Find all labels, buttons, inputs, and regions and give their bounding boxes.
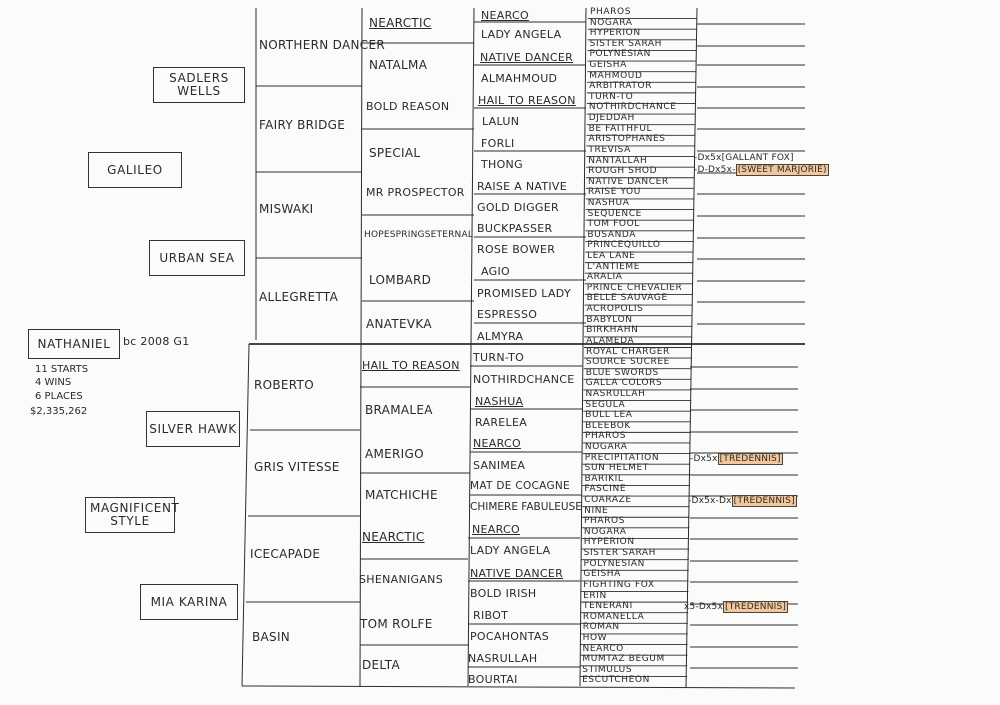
gen5-name: HAIL TO REASON bbox=[478, 94, 576, 107]
gen6-name: PRECIPITATION bbox=[584, 452, 660, 463]
gen6-name: POLYNESIAN bbox=[583, 558, 646, 569]
gen6-name: ARISTOPHANES bbox=[588, 134, 666, 145]
gen6-name: MUMTAZ BEGUM bbox=[582, 654, 665, 665]
inbreeding-note: x5-Dx5x [TREDENNIS] bbox=[684, 602, 787, 612]
gen3-name: ALLEGRETTA bbox=[259, 290, 339, 304]
gen6-name: SEQUENCE bbox=[587, 208, 642, 219]
gen6-name: MAHMOUD bbox=[589, 70, 643, 81]
gen5-name: BOLD IRISH bbox=[470, 587, 537, 600]
gen6-name: HOW bbox=[582, 632, 608, 643]
gen6-name: POLYNESIAN bbox=[589, 49, 652, 60]
gen5-name: ALMYRA bbox=[477, 330, 524, 343]
gen6-name: TURN-TO bbox=[589, 91, 634, 102]
gen6-name: NOGARA bbox=[583, 526, 627, 537]
gen6-name: SISTER SARAH bbox=[583, 548, 657, 559]
gen5-name: ALMAHMOUD bbox=[481, 72, 558, 85]
gen6-name: RAISE YOU bbox=[587, 187, 641, 198]
note-highlight: (SWEET MARJORIE) bbox=[737, 165, 827, 175]
gen5-name: AGIO bbox=[481, 265, 510, 278]
gen2-name: SILVER HAWK bbox=[149, 421, 237, 436]
gen6-name: PHAROS bbox=[584, 516, 626, 527]
gen6-name: BABYLON bbox=[586, 314, 633, 325]
gen6-name: GALLA COLORS bbox=[585, 378, 663, 389]
gen5-name: PROMISED LADY bbox=[477, 287, 571, 300]
gen3-name: BASIN bbox=[252, 630, 291, 644]
gen6-name: BUSANDA bbox=[587, 229, 637, 240]
gen3-name: ROBERTO bbox=[254, 378, 314, 392]
gen4-name: BRAMALEA bbox=[365, 403, 433, 417]
gen3-name: FAIRY BRIDGE bbox=[259, 118, 346, 132]
note-highlight: [TREDENNIS] bbox=[719, 454, 781, 464]
gen5-name: MAT DE COCAGNE bbox=[470, 480, 570, 492]
horse-name-box bbox=[28, 329, 120, 359]
gen6-name: TOM FOOL bbox=[587, 219, 640, 230]
note-highlight: [TREDENNIS] bbox=[733, 496, 795, 506]
inbreeding-note: -Dx5x-Dx [TREDENNIS] bbox=[688, 496, 795, 506]
gen6-name: BE FAITHFUL bbox=[588, 123, 653, 134]
gen4-name: NEARCTIC bbox=[369, 16, 432, 30]
note-highlight: [GALLANT FOX] bbox=[721, 153, 794, 163]
gen6-name: DJEDDAH bbox=[588, 113, 635, 124]
gen4-name: AMERIGO bbox=[365, 447, 424, 461]
gen2-box bbox=[140, 584, 238, 620]
note-highlight: [TREDENNIS] bbox=[725, 602, 787, 612]
inbreeding-note: -Dx5x [TREDENNIS] bbox=[690, 454, 781, 464]
gen6-name: ESCUTCHEON bbox=[582, 675, 650, 686]
gen5-name: TURN-TO bbox=[473, 351, 525, 364]
gen6-name: BLEEBOK bbox=[585, 420, 631, 431]
gen6-name: ROUGH SHOD bbox=[588, 166, 658, 177]
gen5-name: NASRULLAH bbox=[468, 652, 538, 665]
horse-birth: bc 2008 G1 bbox=[123, 335, 190, 348]
gen5-name: NOTHIRDCHANCE bbox=[473, 373, 575, 386]
gen6-name: SOURCE SUCREE bbox=[585, 357, 670, 368]
gen6-name: ERIN bbox=[583, 590, 607, 601]
gen2-name: SADLERS WELLS bbox=[169, 71, 229, 98]
sire-box bbox=[88, 152, 182, 188]
gen2-name: MIA KARINA bbox=[150, 594, 228, 609]
gen5-name: SANIMEA bbox=[473, 459, 526, 472]
gen6-name: NATIVE DANCER bbox=[588, 176, 669, 187]
gen6-name: PHAROS bbox=[585, 431, 627, 442]
sire-name: GALILEO bbox=[107, 162, 163, 177]
gen5-name: RARELEA bbox=[475, 416, 528, 429]
gen2-box bbox=[153, 67, 245, 103]
horse-wins: 4 WINS bbox=[35, 377, 72, 388]
gen5-name: NASHUA bbox=[475, 395, 524, 408]
gen4-name: MATCHICHE bbox=[365, 488, 438, 502]
gen6-name: GEISHA bbox=[583, 569, 621, 580]
gen6-name: ARALIA bbox=[586, 272, 623, 283]
gen5-name: ESPRESSO bbox=[477, 308, 538, 321]
gen6-name: NOGARA bbox=[584, 441, 628, 452]
gen4-name: LOMBARD bbox=[369, 273, 432, 287]
gen5-name: LADY ANGELA bbox=[481, 28, 562, 41]
gen5-name: LALUN bbox=[482, 115, 520, 128]
gen3-name: NORTHERN DANCER bbox=[259, 38, 385, 52]
gen5-name: FORLI bbox=[481, 137, 515, 150]
gen6-name: NASHUA bbox=[587, 197, 630, 208]
gen6-name: PRINCE CHEVALIER bbox=[586, 282, 683, 293]
gen6-name: ROYAL CHARGER bbox=[586, 346, 670, 357]
gen6-name: BELLE SAUVAGE bbox=[586, 293, 668, 304]
gen6-name: HYPERION bbox=[589, 28, 641, 39]
gen6-name: LEA LANE bbox=[587, 251, 636, 262]
gen6-name: BULL LEA bbox=[585, 410, 633, 421]
gen6-name: NOGARA bbox=[589, 17, 633, 28]
gen4-name: NEARCTIC bbox=[362, 530, 425, 544]
gen6-name: ARBITRATOR bbox=[589, 81, 653, 92]
gen5-name: NEARCO bbox=[472, 523, 520, 536]
gen5-name: ROSE BOWER bbox=[477, 243, 556, 256]
gen3-name: GRIS VITESSE bbox=[254, 460, 340, 474]
gen4-name: BOLD REASON bbox=[366, 100, 450, 113]
gen6-name: PHAROS bbox=[590, 7, 632, 17]
gen5-name: RAISE A NATIVE bbox=[477, 180, 567, 193]
gen6-name: HYPERION bbox=[583, 537, 635, 548]
gen3-name: ICECAPADE bbox=[250, 547, 321, 561]
gen6-name: PRINCEQUILLO bbox=[587, 240, 661, 251]
gen5-name: POCAHONTAS bbox=[470, 630, 550, 643]
gen6-name: ROMANELLA bbox=[582, 611, 645, 622]
dam-box bbox=[85, 497, 180, 533]
gen4-name: SHENANIGANS bbox=[359, 573, 443, 586]
gen4-name: HAIL TO REASON bbox=[362, 359, 460, 372]
gen6-name: TENERANI bbox=[583, 601, 633, 612]
gen6-name: FASCINE bbox=[584, 484, 627, 495]
gen5-name: NATIVE DANCER bbox=[470, 567, 564, 580]
gen6-name: ACROPOLIS bbox=[586, 304, 644, 315]
gen5-name: NATIVE DANCER bbox=[480, 51, 574, 64]
gen4-name: TOM ROLFE bbox=[360, 617, 433, 631]
gen2-box bbox=[146, 411, 240, 447]
gen6-name: SUN HELMET bbox=[584, 463, 649, 474]
gen5-name: NEARCO bbox=[473, 437, 521, 450]
gen6-name: ALAMEDA bbox=[586, 335, 635, 346]
horse-places: 6 PLACES bbox=[35, 391, 83, 402]
gen4-name: HOPESPRINGSETERNAL bbox=[364, 230, 474, 240]
horse-earnings: $2,335,262 bbox=[30, 406, 88, 417]
gen6-name: STIMULUS bbox=[582, 664, 633, 675]
dam-name: MAGNIFICENT STYLE bbox=[90, 501, 180, 528]
gen5-name: BOURTAI bbox=[468, 673, 518, 686]
horse-name: NATHANIEL bbox=[37, 336, 111, 351]
gen6-name: ROMAN bbox=[582, 622, 620, 633]
gen4-name: NATALMA bbox=[369, 58, 428, 72]
horse-starts: 11 STARTS bbox=[35, 364, 89, 375]
gen6-name: BARIKIL bbox=[584, 473, 624, 484]
gen3-name: MISWAKI bbox=[259, 202, 314, 216]
gen6-name: NINE bbox=[584, 505, 609, 516]
gen6-name: SISTER SARAH bbox=[589, 38, 663, 49]
gen6-name: NEARCO bbox=[582, 643, 624, 654]
gen5-name: RIBOT bbox=[473, 609, 509, 622]
gen5-name: GOLD DIGGER bbox=[477, 201, 559, 214]
inbreeding-note: -D-Dx5x- (SWEET MARJORIE) bbox=[694, 165, 827, 175]
gen4-name: SPECIAL bbox=[369, 146, 421, 160]
gen6-name: BIRKHAHN bbox=[586, 325, 639, 336]
inbreeding-note: -Dx5x[GALLANT FOX] bbox=[694, 153, 794, 163]
gen6-name: COARAZE bbox=[584, 495, 632, 506]
gen6-name: GEISHA bbox=[589, 60, 627, 71]
gen6-name: NASRULLAH bbox=[585, 388, 646, 399]
gen6-name: L'ANTIEME bbox=[587, 261, 641, 272]
gen2-name: URBAN SEA bbox=[159, 250, 235, 265]
gen5-name: LADY ANGELA bbox=[470, 544, 551, 557]
gen6-name: BLUE SWORDS bbox=[585, 367, 659, 378]
gen4-name: DELTA bbox=[362, 658, 400, 672]
gen6-name: TREVISA bbox=[588, 144, 631, 155]
gen6-name: SEGULA bbox=[585, 399, 626, 410]
gen5-name: THONG bbox=[481, 158, 523, 171]
gen5-name: CHIMERE FABULEUSE bbox=[470, 501, 582, 513]
gen6-name: NANTALLAH bbox=[588, 155, 648, 166]
gen6-name: FIGHTING FOX bbox=[583, 579, 655, 590]
gen4-name: ANATEVKA bbox=[366, 317, 432, 331]
gen5-name: BUCKPASSER bbox=[477, 222, 553, 235]
gen5-name: NEARCO bbox=[481, 9, 529, 22]
gen4-name: MR PROSPECTOR bbox=[366, 186, 465, 199]
gen6-name: NOTHIRDCHANCE bbox=[588, 102, 677, 113]
gen2-box bbox=[149, 240, 245, 276]
